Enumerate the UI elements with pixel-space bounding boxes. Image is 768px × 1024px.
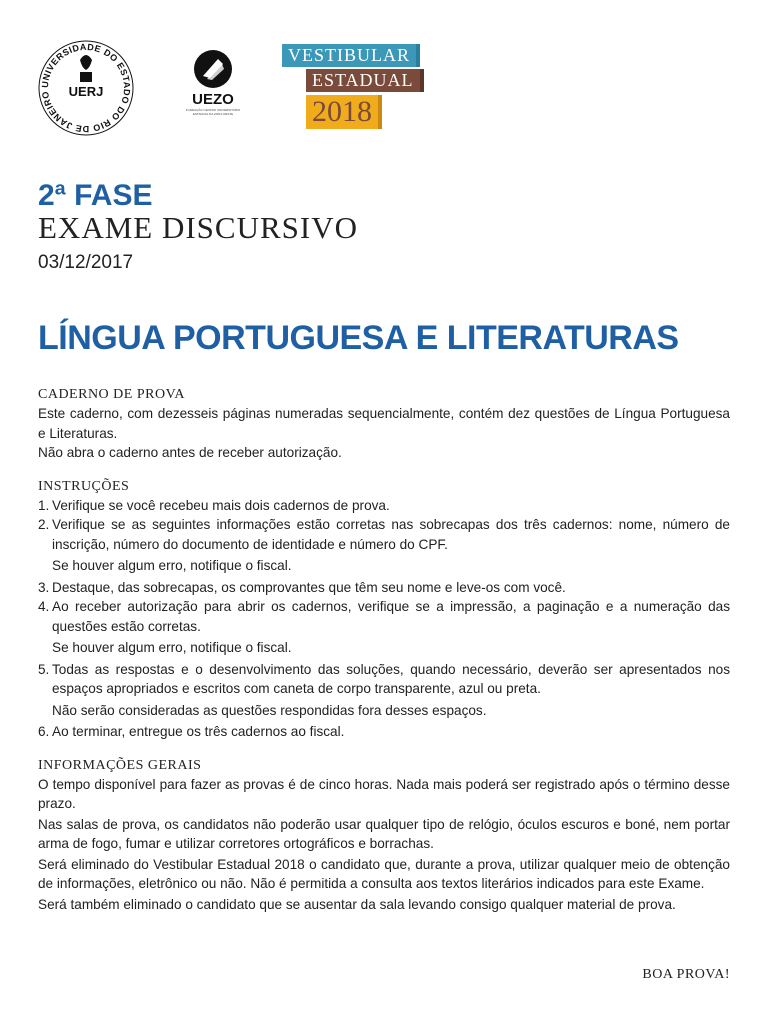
caderno-paragraph: Não abra o caderno antes de receber autorização. [38,445,342,460]
uerj-logo [36,38,136,138]
info-paragraph: O tempo disponível para fazer as provas é de cinco horas. Nada mais poderá ser registrado após o término desse prazo. [38,776,730,811]
phase-title: 2ª FASE [38,179,153,212]
list-number: 3. [38,579,50,595]
list-number: 4. [38,599,50,614]
vest-year: 2018 [306,95,382,129]
list-item [38,515,730,554]
vest-line2: ESTADUAL [306,69,424,92]
uezo-label: UEZO [192,91,234,108]
uezo-emblem-icon [194,50,232,88]
uerj-label: UERJ [68,84,104,99]
caderno-paragraph: Este caderno, com dezesseis páginas numeradas sequencialmente, contém dez questões de Língua Portuguesa e Literaturas. [38,406,730,441]
instructions-list [38,496,730,742]
vest-line1: VESTIBULAR [282,44,420,67]
list-number: 2. [38,517,50,532]
list-text: Verifique se você recebeu mais dois cadernos de prova. [52,497,390,513]
info-paragraph: Será também eliminado o candidato que se ausentar da sala levando consigo qualquer material de prova. [38,896,676,912]
uezo-logo [178,50,248,140]
list-number: 1. [38,497,50,513]
list-text: Verifique se as seguintes informações estão corretas nas sobrecapas dos três cadernos: nome, número de inscrição, número do documento de identidade e número do CPF. [52,517,730,552]
list-text: Todas as respostas e o desenvolvimento das soluções, quando necessário, deverão ser apresentados nos espaços apropriados e escritos com caneta de corpo transparente, azul ou preta. [52,661,730,696]
list-number: 5. [38,661,50,677]
uerj-ring-text: UNIVERSIDADE DO ESTADO DO RIO DE JANEIRO [39,41,133,135]
vestibular-logo [282,44,482,134]
exam-date: 03/12/2017 [38,252,134,273]
list-item [38,496,730,516]
info-heading: INFORMAÇÕES GERAIS [38,757,202,773]
instruction-note: Não serão consideradas as questões respondidas fora desses espaços. [52,702,487,718]
list-text: Destaque, das sobrecapas, os comprovantes que têm seu nome e leve-os com você. [52,579,566,595]
list-item [38,597,730,636]
info-paragraph: Será eliminado do Vestibular Estadual 2018 o candidato que, durante a prova, utilizar qualquer meio de obtenção de informações, eletrônico ou não. Não é permitida a consulta aos textos literários indicados para este Exame. [38,856,730,891]
caderno-heading: CADERNO DE PROVA [38,387,185,402]
instruction-note: Se houver algum erro, notifique o fiscal. [52,640,292,655]
document-body [38,385,730,915]
boa-prova-text: BOA PROVA! [642,967,730,982]
subject-title: LÍNGUA PORTUGUESA E LITERATURAS [38,319,679,357]
list-item [38,722,730,742]
instruction-note: Se houver algum erro, notifique o fiscal. [52,558,292,573]
list-number: 6. [38,724,50,739]
list-text: Ao receber autorização para abrir os cadernos, verifique se a impressão, a paginação e a numeração das questões estão corretas. [52,599,730,634]
exam-title: EXAME DISCURSIVO [38,210,358,245]
list-text: Ao terminar, entregue os três cadernos ao fiscal. [52,724,345,739]
logo-bar [36,38,736,138]
uezo-subtitle: FUNDAÇÃO CENTRO UNIVERSITÁRIO ESTADUAL DA ZONA OESTE [185,108,241,116]
list-item [38,578,730,598]
list-item [38,660,730,699]
info-paragraph: Nas salas de prova, os candidatos não poderão usar qualquer tipo de relógio, óculos escuros e boné, nem portar arma de fogo, fumar e utilizar corretores ortográficos e borrachas. [38,816,730,851]
instrucoes-heading: INSTRUÇÕES [38,478,130,494]
